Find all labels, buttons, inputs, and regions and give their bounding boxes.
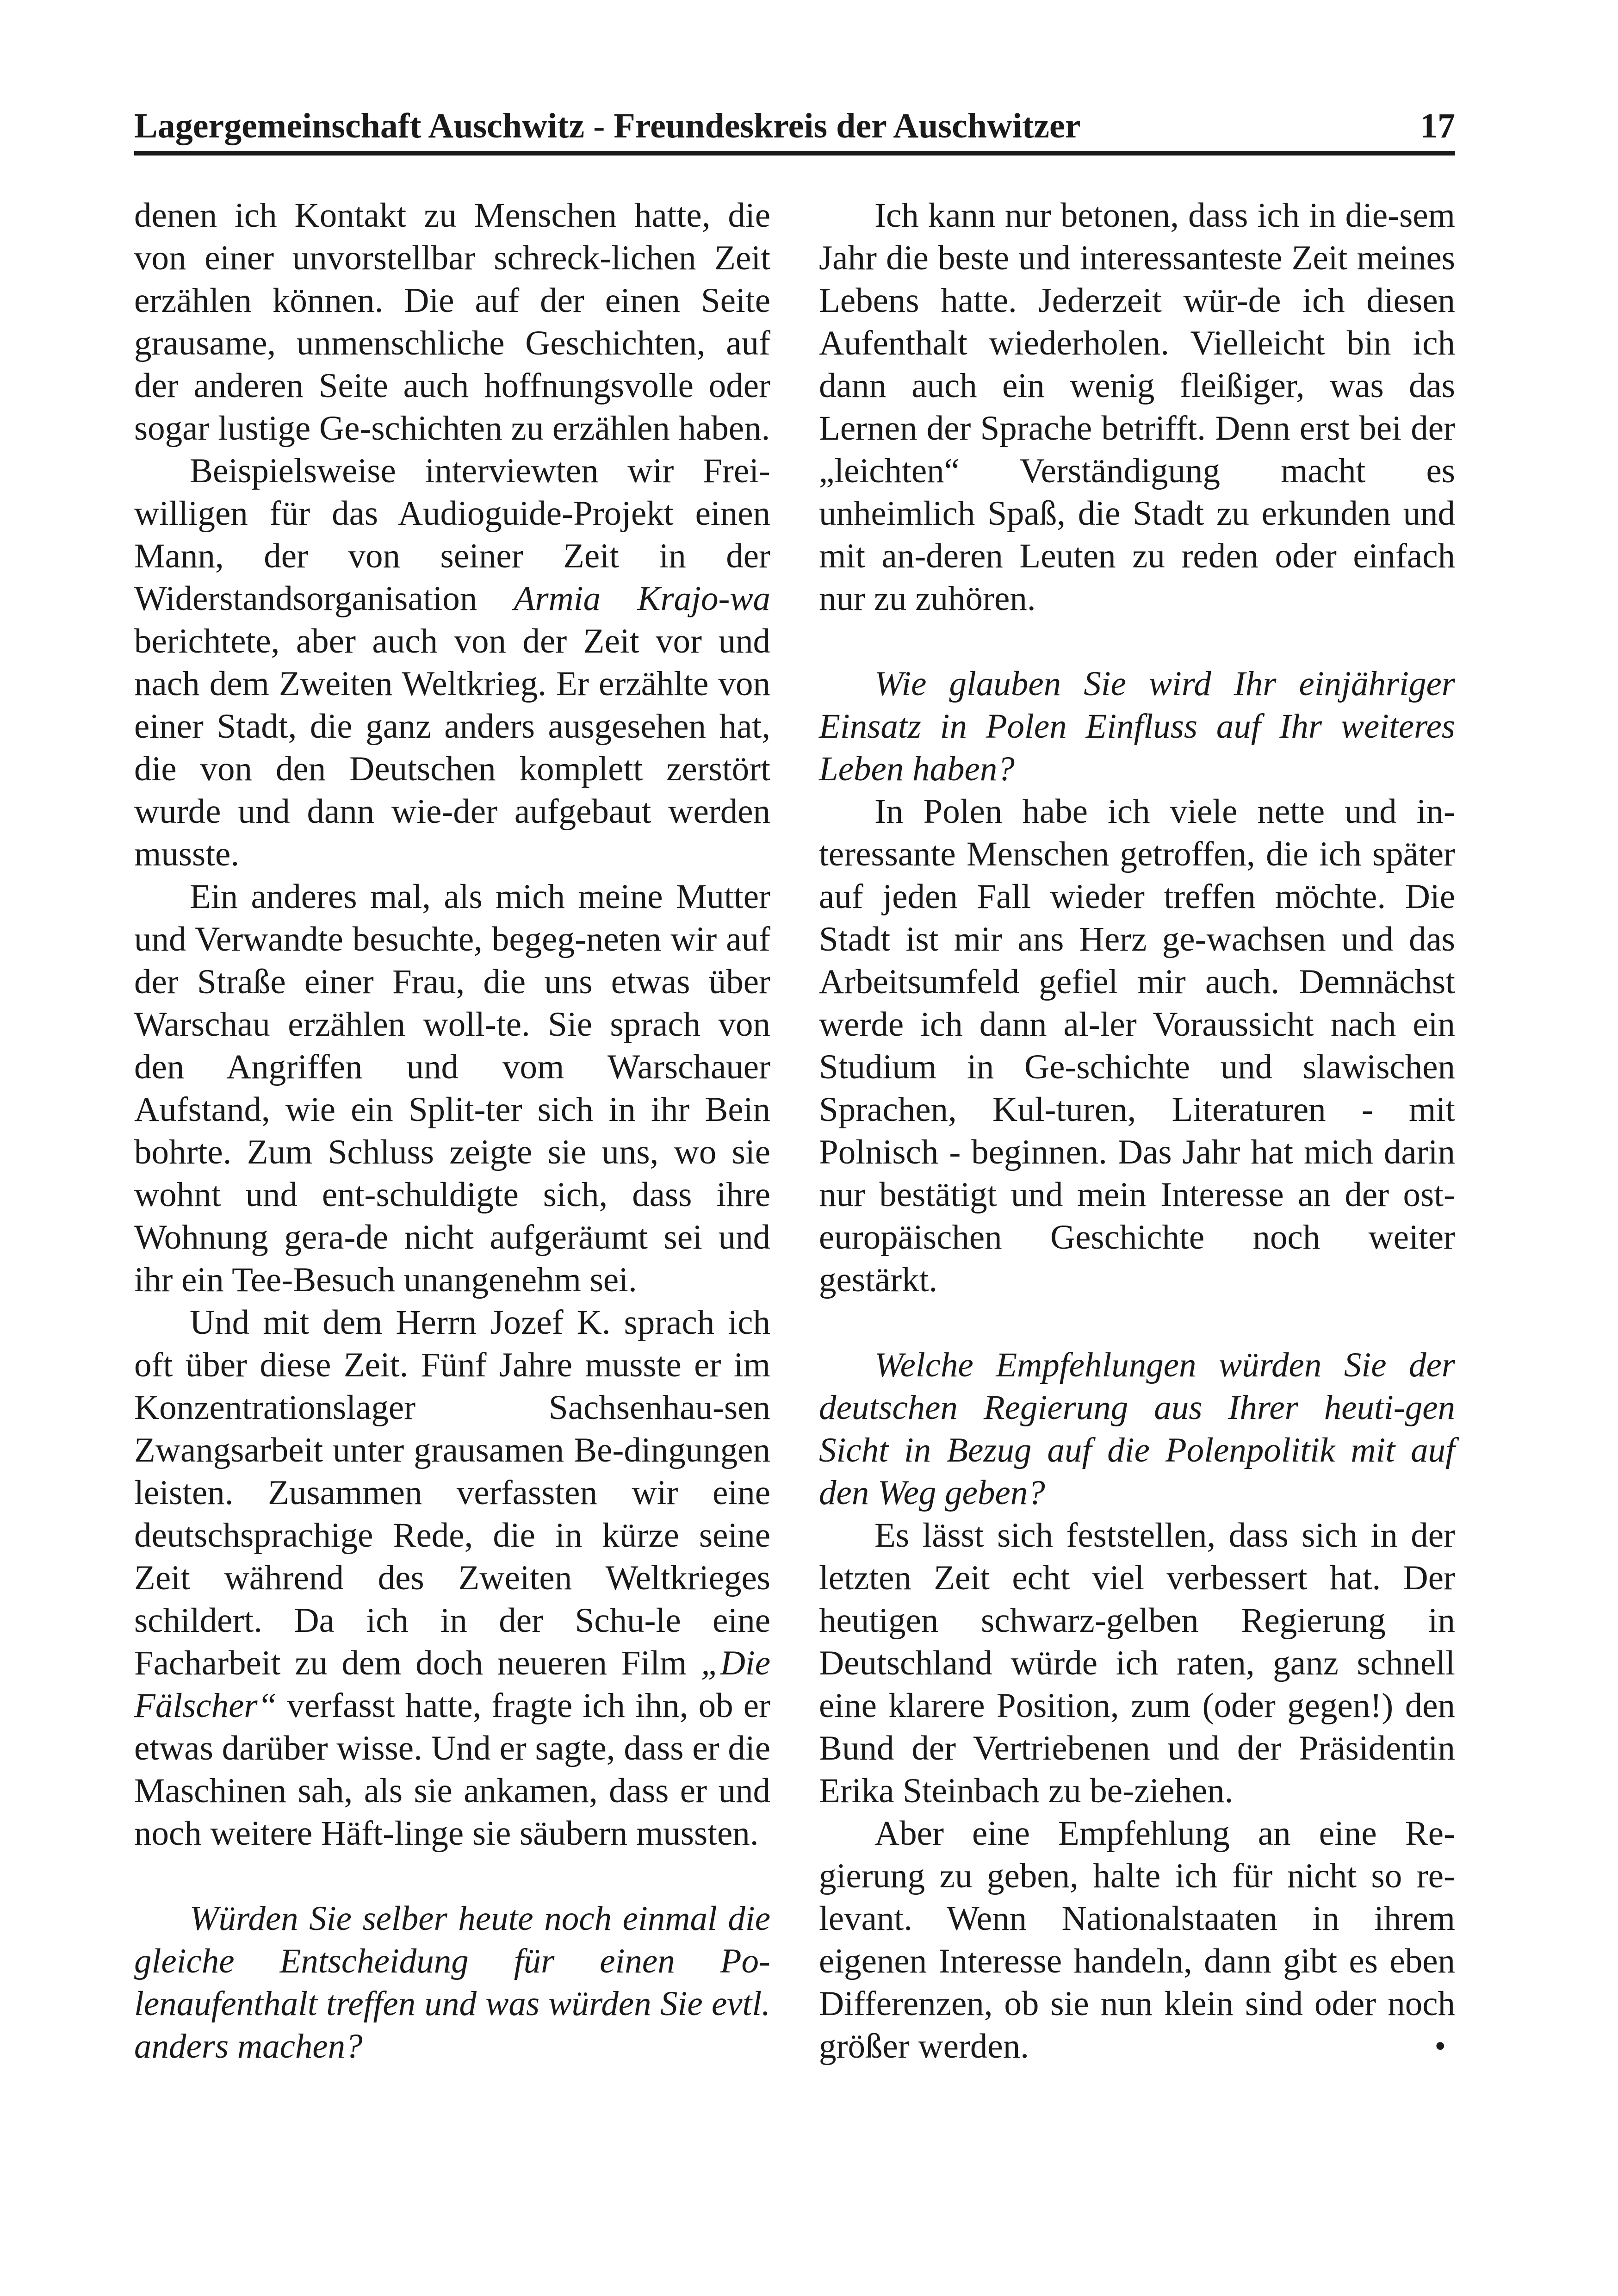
paragraph [134, 1301, 770, 1855]
paragraph-text: verfasst hatte, fragte ich ihn, ob er etwas darüber wisse. Und er sagte, dass er die Maschinen sah, als sie ankamen, dass er und noch weitere Häft-linge sie säubern mussten. [134, 1686, 770, 1853]
paragraph-text: Und mit dem Herrn Jozef K. sprach ich oft über diese Zeit. Fünf Jahre musste er im Konzentrationslager Sachsenhau-sen Zwangsarbeit unter grausamen Be-dingungen leisten. Zusammen verfassten wir eine deutschsprachige Rede, die in kürze seine Zeit während des Zweiten Weltkrieges schildert. Da ich in der Schu-le eine Facharbeit zu dem doch neueren Film [134, 1303, 770, 1682]
paragraph-text: Beispielsweise interviewten wir Frei-willigen für das Audioguide-Projekt einen Mann, der von seiner Zeit in der Widerstandsorganisation [134, 452, 770, 618]
header-rule [134, 151, 1455, 156]
paragraph: Ein anderes mal, als mich meine Mutter und Verwandte besuchte, begeg-neten wir auf der Straße einer Frau, die uns etwas über Warschau erzählen woll-te. Sie sprach von den Angriffen und vom Warschauer Aufstand, wie ein Split-ter sich in ihr Bein bohrte. Zum Schluss zeigte sie uns, wo sie wohnt und ent-schuldigte sich, dass ihre Wohnung gera-de nicht aufgeräumt sei und ihr ein Tee-Besuch unangenehm sei. [134, 877, 770, 1299]
paragraph-text: Aber eine Empfehlung an eine Re-gierung zu geben, halte ich für nicht so re-levant. Wenn Nationalstaaten in ihrem eigenen Interesse handeln, dann gibt es eben Differenzen, ob sie nun klein sind oder noch größer werden. [819, 1814, 1455, 2066]
film-title: „Die Fälscher“ [134, 1644, 770, 1725]
paragraph: denen ich Kontakt zu Menschen hatte, die von einer unvorstellbar schreck-lichen Zeit erzählen können. Die auf der einen Seite grausame, unmenschliche Geschichten, auf der anderen Seite auch hoffnungsvolle oder sogar lustige Ge-schichten zu erzählen haben. [134, 196, 770, 448]
paragraph [819, 1812, 1455, 2068]
interview-question: Würden Sie selber heute noch einmal die gleiche Entscheidung für einen Po-lenaufenthalt treffen und was würden Sie evtl. anders machen? [134, 1899, 770, 2066]
italic-term: Armia Krajo-wa [514, 579, 770, 618]
running-head-title: Lagergemeinschaft Auschwitz - Freundeskreis der Auschwitzer [134, 106, 1081, 145]
page-header [134, 103, 1455, 149]
end-of-article-mark: • [1434, 2028, 1446, 2064]
right-column [819, 194, 1455, 2184]
paragraph: In Polen habe ich viele nette und in-teressante Menschen getroffen, die ich später auf jeden Fall wieder treffen möchte. Die Stadt ist mir ans Herz ge-wachsen und das Arbeitsumfeld gefiel mir auch. Demnächst werde ich dann al-ler Voraussicht nach ein Studium in Ge-schichte und slawischen Sprachen, Kul-turen, Literaturen - mit Polnisch - beginnen. Das Jahr hat mich darin nur bestätigt und mein Interesse an der ost-europäischen Geschichte noch weiter gestärkt. [819, 792, 1455, 1299]
page-number: 17 [1420, 106, 1455, 145]
paragraph [134, 450, 770, 876]
paragraph: Ich kann nur betonen, dass ich in die-sem Jahr die beste und interessanteste Zeit meines Lebens hatte. Jederzeit wür-de ich diesen Aufenthalt wiederholen. Vielleicht bin ich dann auch ein wenig fleißiger, was das Lernen der Sprache betrifft. Denn erst bei der „leichten“ Verständigung macht es unheimlich Spaß, die Stadt zu erkunden und mit an-deren Leuten zu reden oder einfach nur zu zuhören. [819, 196, 1455, 618]
paragraph: Es lässt sich feststellen, dass sich in der letzten Zeit echt viel verbessert hat. Der heutigen schwarz-gelben Regierung in Deutschland würde ich raten, ganz schnell eine klarere Position, zum (oder gegen!) den Bund der Vertriebenen und der Präsidentin Erika Steinbach zu be-ziehen. [819, 1516, 1455, 1810]
interview-question: Wie glauben Sie wird Ihr einjähriger Einsatz in Polen Einfluss auf Ihr weiteres Leben haben? [819, 665, 1455, 788]
interview-question: Welche Empfehlungen würden Sie der deutschen Regierung aus Ihrer heuti-gen Sicht in Bezug auf die Polenpolitik mit auf den Weg geben? [819, 1346, 1455, 1512]
paragraph-text: berichtete, aber auch von der Zeit vor und nach dem Zweiten Weltkrieg. Er erzählte von einer Stadt, die ganz anders ausgesehen hat, die von den Deutschen komplett zerstört wurde und dann wie-der aufgebaut werden musste. [134, 622, 770, 873]
left-column [134, 194, 770, 2184]
